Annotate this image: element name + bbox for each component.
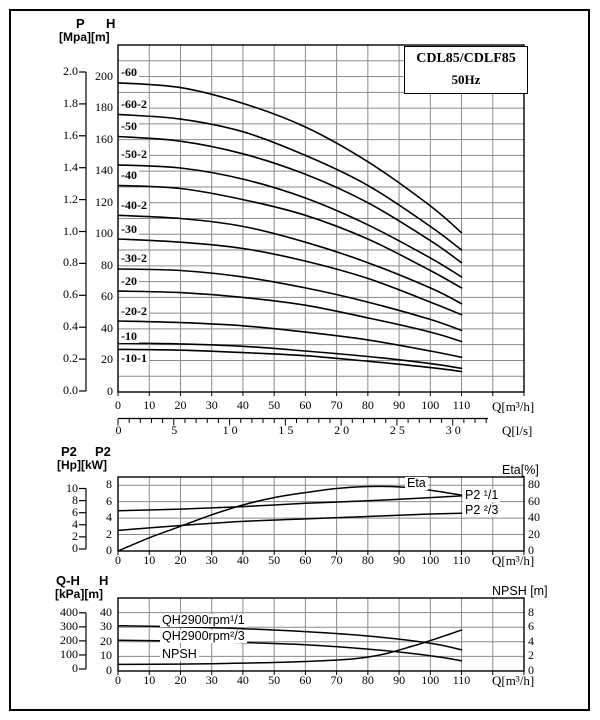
tick-label: 120: [95, 194, 113, 209]
curve-label-40: -40: [121, 168, 137, 182]
tick-label: 50: [268, 553, 281, 567]
tick-label: 0: [72, 541, 78, 555]
tick-label: 20: [174, 553, 187, 567]
tick-label: 0: [107, 384, 113, 398]
power-yaxis-name-kw: P2: [95, 444, 111, 459]
tick-label: 20: [334, 423, 353, 437]
tick-label: 100: [421, 398, 440, 412]
npsh-xaxis-label: Q[m³/h]: [492, 673, 535, 688]
title-box: [404, 46, 528, 94]
curve-label-qh2900-23: QH2900rpm²/3: [162, 629, 245, 643]
curve-label-20: -20: [121, 274, 137, 288]
tick-label: 100: [421, 673, 440, 687]
tick-label: 200: [95, 68, 113, 83]
curve-label-10-1: -10-1: [121, 351, 147, 365]
tick-label: 30: [205, 553, 218, 567]
curve-label-30-2: -30-2: [121, 251, 147, 265]
main-yaxis-name-p: P: [76, 16, 85, 31]
tick-label: 1.2: [63, 191, 78, 206]
tick-label: 70: [330, 673, 343, 687]
tick-label: 80: [361, 673, 374, 687]
tick-label: 100: [421, 553, 440, 567]
tick-label: 20: [174, 673, 187, 687]
tick-label: 110: [452, 673, 471, 687]
tick-label: 40: [101, 320, 113, 335]
curve-label-eta: Eta: [407, 476, 426, 490]
tick-label: 2: [72, 528, 78, 543]
main-xaxis2-label: Q[l/s]: [502, 423, 533, 438]
tick-label: 20: [174, 398, 187, 412]
tick-label: 90: [393, 398, 406, 412]
tick-label: 2: [528, 648, 534, 663]
curve-label-qh2900-11: QH2900rpm¹/1: [162, 613, 245, 627]
npsh-yaxis-units: [kPa][m]: [55, 587, 104, 601]
tick-label: 140: [95, 163, 113, 178]
tick-label: 0: [528, 543, 534, 557]
tick-label: 180: [95, 100, 113, 115]
tick-label: 0: [115, 553, 121, 567]
tick-label: 110: [452, 398, 471, 412]
curve-label-60: -60: [121, 65, 137, 79]
tick-label: 40: [100, 604, 112, 619]
pump-model: CDL85/CDLF85: [416, 51, 516, 66]
tick-label: 0: [72, 661, 78, 675]
tick-label: 10: [143, 673, 156, 687]
tick-label: 1.0: [63, 223, 78, 238]
tick-label: 40: [236, 673, 249, 687]
tick-label: 4: [72, 516, 78, 531]
tick-label: 20: [101, 352, 113, 367]
tick-label: 0.6: [63, 287, 78, 302]
tick-label: 5: [171, 423, 181, 437]
power-yaxis-name-hp: P2: [61, 444, 77, 459]
tick-label: 40: [236, 553, 249, 567]
tick-label: 0.4: [63, 319, 78, 334]
tick-label: 6: [528, 619, 534, 634]
tick-label: 80: [528, 477, 540, 492]
tick-label: 60: [101, 289, 113, 304]
tick-label: 0: [106, 543, 112, 557]
tick-label: 70: [330, 553, 343, 567]
tick-label: 40: [528, 510, 540, 525]
tick-label: 15: [278, 423, 297, 437]
tick-label: 200: [60, 632, 78, 647]
tick-label: 4: [528, 633, 534, 648]
curve-label-60-2: -60-2: [121, 97, 147, 111]
curve-label-p2-11: P2 ¹/1: [465, 488, 499, 502]
tick-label: 10: [222, 423, 241, 437]
tick-label: 70: [330, 398, 343, 412]
tick-label: 0: [528, 663, 534, 677]
tick-label: 0: [115, 423, 125, 437]
tick-label: 1.4: [63, 159, 78, 174]
tick-label: 30: [205, 673, 218, 687]
tick-label: 50: [268, 398, 281, 412]
tick-label: 50: [268, 673, 281, 687]
tick-label: 20: [528, 526, 540, 541]
tick-label: 80: [361, 553, 374, 567]
tick-label: 110: [452, 553, 471, 567]
tick-label: 2.0: [63, 64, 78, 78]
power-yaxis-units: [Hp][kW]: [57, 458, 107, 472]
tick-label: 100: [60, 646, 78, 661]
tick-label: 90: [393, 673, 406, 687]
tick-label: 10: [143, 553, 156, 567]
pump-frequency: 50Hz: [451, 72, 481, 87]
tick-label: 20: [100, 633, 112, 648]
tick-label: 8: [528, 604, 534, 619]
main-yaxis-name-h: H: [106, 16, 116, 31]
tick-label: 1.6: [63, 127, 78, 142]
eta-axis-label: Eta[%]: [502, 463, 539, 477]
tick-label: 80: [101, 257, 113, 272]
tick-label: 300: [60, 618, 78, 633]
power-xaxis-label: Q[m³/h]: [492, 553, 535, 568]
tick-label: 400: [60, 604, 78, 619]
tick-label: 60: [299, 553, 312, 567]
curve-label-50-2: -50-2: [121, 147, 147, 161]
tick-label: 10: [66, 480, 78, 495]
tick-label: 60: [299, 398, 312, 412]
npsh-axis-label: NPSH [m]: [492, 584, 548, 598]
tick-label: 40: [236, 398, 249, 412]
tick-label: 6: [106, 493, 112, 508]
main-yaxis-units: [Mpa][m]: [59, 30, 110, 44]
main-xaxis-label: Q[m³/h]: [492, 399, 535, 414]
curve-label-10: -10: [121, 329, 137, 343]
tick-label: 6: [72, 504, 78, 519]
tick-label: 8: [106, 477, 112, 492]
tick-label: 10: [100, 648, 112, 663]
tick-label: 10: [143, 398, 156, 412]
curve-label-40-2: -40-2: [121, 198, 147, 212]
tick-label: 25: [389, 423, 408, 437]
npsh-yaxis-name-h: H: [99, 573, 109, 588]
tick-label: 4: [106, 510, 112, 525]
tick-label: 1.8: [63, 95, 78, 110]
tick-label: 8: [72, 492, 78, 507]
tick-label: 30: [205, 398, 218, 412]
tick-label: 0.8: [63, 255, 78, 270]
tick-label: 80: [361, 398, 374, 412]
tick-label: 30: [445, 423, 464, 437]
tick-label: 0: [115, 398, 121, 412]
tick-label: 0: [106, 663, 112, 677]
tick-label: 160: [95, 131, 113, 146]
curve-label-npsh: NPSH: [162, 647, 197, 661]
tick-label: 0.0: [63, 383, 78, 397]
tick-label: 60: [528, 493, 540, 508]
curve-label-30: -30: [121, 222, 137, 236]
tick-label: 2: [106, 526, 112, 541]
tick-label: 100: [95, 226, 113, 241]
npsh-yaxis-name-qh: Q-H: [56, 573, 80, 588]
curve-label-50: -50: [121, 119, 137, 133]
tick-label: 0: [115, 673, 121, 687]
tick-label: 60: [299, 673, 312, 687]
curve-label-20-2: -20-2: [121, 304, 147, 318]
tick-label: 90: [393, 553, 406, 567]
tick-label: 30: [100, 619, 112, 634]
tick-label: 0.2: [63, 351, 78, 366]
curve-label-p2-23: P2 ²/3: [465, 503, 499, 517]
